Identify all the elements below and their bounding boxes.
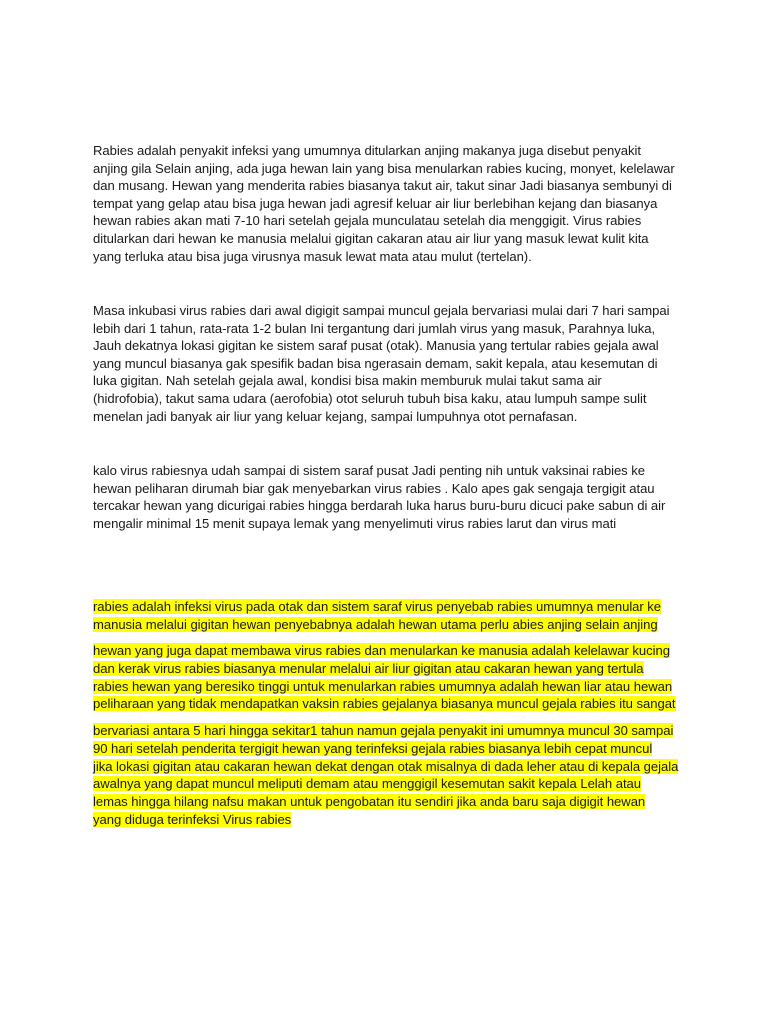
highlight-span: awalnya yang dapat muncul meliputi demam atau menggigil kesemutan sakit kepala Lelah atau bbox=[93, 776, 642, 792]
text-line: mengalir minimal 15 menit supaya lemak yang menyelimuti virus rabies larut dan virus mati bbox=[93, 515, 617, 531]
highlight-span: yang diduga terinfeksi Virus rabies bbox=[93, 811, 292, 827]
highlighted-line bbox=[93, 678, 683, 696]
text-line: Masa inkubasi virus rabies dari awal digigit sampai muncul gejala bervariasi mulai dari 7 hari sampai bbox=[93, 303, 670, 318]
text-line: (hidrofobia), takut sama udara (aerofobia) otot seluruh tubuh bisa kaku, atau lumpuh sampe sulit bbox=[93, 390, 647, 406]
text-line: anjing gila Selain anjing, ada juga hewan lain yang bisa menularkan rabies kucing, monyet, kelelawar bbox=[93, 160, 675, 176]
highlighted-line bbox=[93, 811, 683, 829]
text-line: lebih dari 1 tahun, rata-rata 1-2 bulan Ini tergantung dari jumlah virus yang masuk, Parahnya luka, bbox=[93, 320, 656, 336]
text-line: Jauh dekatnya lokasi gigitan ke sistem saraf pusat (otak). Manusia yang tertular rabies gejala awal bbox=[93, 338, 659, 354]
paragraph-incubation bbox=[93, 302, 683, 425]
highlighted-paragraph-transmission bbox=[93, 642, 683, 713]
highlighted-line bbox=[93, 793, 683, 811]
highlight-span: hewan yang juga dapat membawa virus rabies dan menularkan ke manusia adalah kelelawar kucing bbox=[93, 643, 670, 658]
text-line: ditularkan dari hewan ke manusia melalui gigitan cakaran atau air liur yang masuk lewat kulit kita bbox=[93, 230, 649, 246]
highlighted-paragraph-definition bbox=[93, 598, 683, 634]
highlight-span: manusia melalui gigitan hewan penyebabnya adalah hewan utama perlu abies anjing selain anjing bbox=[93, 616, 658, 632]
highlighted-line bbox=[93, 660, 683, 678]
highlighted-line bbox=[93, 775, 683, 793]
text-line: yang terluka atau bisa juga virusnya masuk lewat mata atau mulut (tertelan). bbox=[93, 248, 532, 264]
highlighted-line bbox=[93, 616, 683, 634]
highlighted-line bbox=[93, 758, 683, 776]
highlighted-line bbox=[93, 722, 683, 740]
text-line: menelan jadi banyak air liur yang keluar kejang, sampai lumpuhnya otot pernafasan. bbox=[93, 408, 578, 424]
text-line: luka gigitan. Nah setelah gejala awal, kondisi bisa makin memburuk mulai takut sama air bbox=[93, 373, 602, 389]
highlighted-line bbox=[93, 740, 683, 758]
highlighted-line bbox=[93, 642, 683, 660]
highlight-span: peliharaan yang tidak mendapatkan vaksin rabies gejalanya biasanya muncul gejala rabies itu sangat bbox=[93, 696, 676, 712]
highlight-span: rabies adalah infeksi virus pada otak dan sistem saraf virus penyebab rabies umumnya menular ke bbox=[93, 599, 662, 614]
paragraph-vaccination bbox=[93, 462, 683, 532]
highlight-span: lemas hingga hilang nafsu makan untuk pengobatan itu sendiri jika anda baru saja digigit hewan bbox=[93, 794, 646, 810]
highlight-span: dan kerak virus rabies biasanya menular melalui air liur gigitan atau cakaran hewan yang tertula bbox=[93, 660, 644, 676]
paragraph-rabies-intro bbox=[93, 142, 683, 265]
highlighted-line bbox=[93, 598, 683, 616]
text-line: hewan rabies akan mati 7-10 hari setelah gejala munculatau setelah dia menggigit. Virus rabies bbox=[93, 213, 642, 229]
highlight-span: bervariasi antara 5 hari hingga sekitar1 tahun namun gejala penyakit ini umumnya muncul 30 sampai bbox=[93, 723, 674, 738]
highlighted-paragraph-symptoms bbox=[93, 722, 683, 829]
text-line: kalo virus rabiesnya udah sampai di sistem saraf pusat Jadi penting nih untuk vaksinai rabies ke bbox=[93, 463, 645, 478]
text-line: Rabies adalah penyakit infeksi yang umumnya ditularkan anjing makanya juga disebut penyakit bbox=[93, 143, 641, 158]
highlighted-line bbox=[93, 695, 683, 713]
text-line: yang muncul biasanya gak spesifik badan bisa ngerasain demam, sakit kepala, atau kesemutan di bbox=[93, 355, 658, 371]
text-line: dan musang. Hewan yang menderita rabies biasanya takut air, takut sinar Jadi biasanya sembunyi di bbox=[93, 178, 672, 194]
text-line: tercakar hewan yang dicurigai rabies hingga berdarah luka harus buru-buru dicuci pake sabun di air bbox=[93, 498, 666, 514]
text-line: tempat yang gelap atau bisa juga hewan jadi agresif keluar air liur berlebihan kejang dan biasanya bbox=[93, 195, 658, 211]
highlight-span: jika lokasi gigitan atau cakaran hewan dekat dengan otak misalnya di dada leher atau di kepala gejala bbox=[93, 758, 679, 774]
highlight-span: rabies hewan yang beresiko tinggi untuk menularkan rabies umumnya adalah hewan liar atau hewan bbox=[93, 678, 673, 694]
text-line: hewan peliharan dirumah biar gak menyebarkan virus rabies . Kalo apes gak sengaja tergigit atau bbox=[93, 480, 655, 496]
highlight-span: 90 hari setelah penderita tergigit hewan yang terinfeksi gejala rabies biasanya lebih cepat muncul bbox=[93, 740, 653, 756]
